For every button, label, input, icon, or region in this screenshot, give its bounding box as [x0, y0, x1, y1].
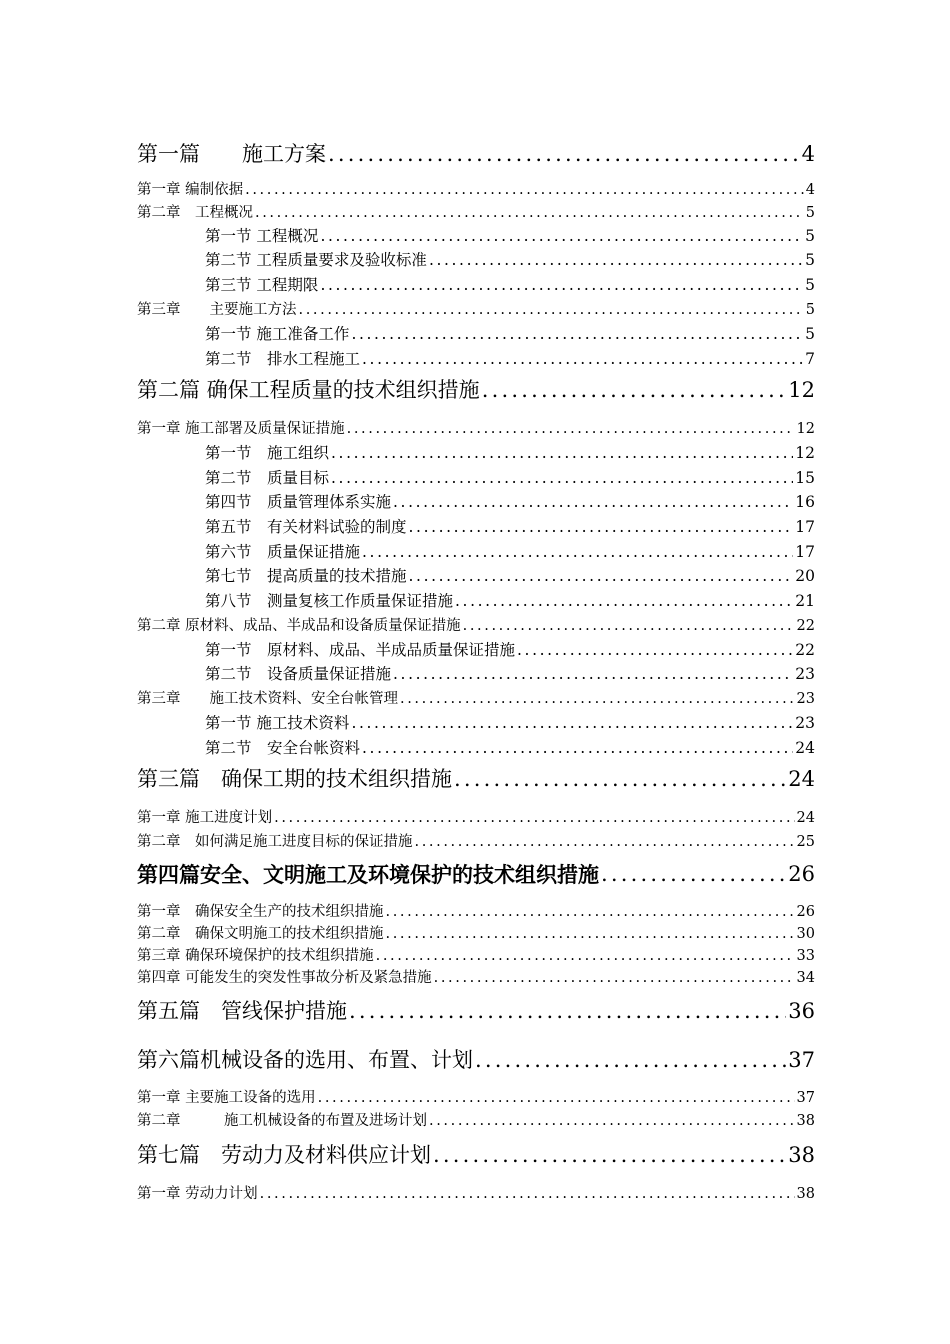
toc-page-number: 16	[795, 492, 815, 511]
toc-entry-title: 第一节 原材料、成品、半成品质量保证措施	[205, 640, 516, 659]
toc-page-number: 23	[796, 690, 815, 707]
toc-page-number: 22	[796, 617, 815, 634]
toc-entry-title: 第二章 工程概况	[137, 204, 253, 221]
toc-part-entry[interactable]	[137, 377, 815, 401]
toc-entry-title: 第二节 工程质量要求及验收标准	[205, 250, 427, 269]
dot-leader	[331, 471, 793, 487]
toc-entry-title: 第一节 施工技术资料	[205, 713, 350, 732]
toc-section-entry[interactable]	[205, 737, 815, 756]
toc-section-entry[interactable]	[205, 590, 815, 609]
toc-entry-title: 第三章 主要施工方法	[137, 301, 297, 318]
toc-page-number: 33	[796, 947, 815, 964]
dot-leader	[245, 183, 804, 198]
dot-leader	[318, 1091, 795, 1106]
toc-entry-title: 第五节 有关材料试验的制度	[205, 517, 407, 536]
toc-page-number: 5	[805, 250, 815, 269]
toc-entry-title: 第三章 施工技术资料、安全台帐管理	[137, 690, 398, 707]
toc-chapter-entry[interactable]	[137, 967, 815, 985]
toc-entry-title: 第二篇 确保工程质量的技术组织措施	[137, 378, 480, 402]
toc-entry-title: 第一节 工程概况	[205, 226, 319, 245]
toc-entry-title: 第六节 质量保证措施	[205, 542, 361, 561]
dot-leader	[328, 144, 800, 165]
toc-page-number: 22	[795, 640, 815, 659]
toc-page-number: 25	[796, 833, 815, 850]
toc-entry-title: 第八节 测量复核工作质量保证措施	[205, 591, 454, 610]
toc-entry-title: 第一章 确保安全生产的技术组织措施	[137, 903, 384, 920]
dot-leader	[475, 1050, 786, 1071]
toc-section-entry[interactable]	[205, 348, 815, 367]
toc-entry-title: 第二节 设备质量保证措施	[205, 664, 392, 683]
toc-entry-title: 第三节 工程期限	[205, 275, 319, 294]
toc-chapter-entry[interactable]	[137, 923, 815, 941]
toc-page-number: 26	[796, 903, 815, 920]
toc-chapter-entry[interactable]	[137, 615, 815, 633]
dot-leader	[386, 905, 795, 920]
toc-chapter-entry[interactable]	[137, 1087, 815, 1105]
dot-leader	[433, 1145, 786, 1166]
toc-page-number: 4	[805, 181, 815, 198]
toc-page-number: 26	[788, 862, 815, 886]
dot-leader	[601, 864, 786, 885]
toc-entry-title: 第六篇机械设备的选用、布置、计划	[137, 1048, 473, 1072]
toc-chapter-entry[interactable]	[137, 179, 815, 197]
dot-leader	[454, 769, 786, 790]
toc-page-number: 5	[805, 324, 815, 343]
toc-entry-title: 第二章 原材料、成品、半成品和设备质量保证措施	[137, 617, 461, 634]
toc-chapter-entry[interactable]	[137, 299, 815, 317]
dot-leader	[482, 380, 787, 401]
toc-chapter-entry[interactable]	[137, 1110, 815, 1128]
toc-chapter-entry[interactable]	[137, 807, 815, 825]
toc-page-number: 7	[805, 349, 815, 368]
toc-page-number: 17	[795, 517, 815, 536]
dot-leader	[386, 927, 795, 942]
toc-section-entry[interactable]	[205, 323, 815, 342]
toc-page-number: 38	[796, 1112, 815, 1129]
toc-page-number: 12	[796, 420, 815, 437]
dot-leader	[320, 229, 803, 245]
dot-leader	[463, 619, 795, 634]
toc-section-entry[interactable]	[205, 639, 815, 658]
toc-chapter-entry[interactable]	[137, 1183, 815, 1201]
toc-entry-title: 第一章 劳动力计划	[137, 1185, 258, 1202]
toc-entry-title: 第七节 提高质量的技术措施	[205, 566, 407, 585]
dot-leader	[349, 1001, 786, 1022]
dot-leader	[400, 692, 795, 707]
dot-leader	[393, 667, 793, 683]
toc-entry-title: 第一节 施工准备工作	[205, 324, 350, 343]
dot-leader	[429, 1114, 795, 1129]
toc-page-number: 5	[805, 204, 815, 221]
dot-leader	[362, 545, 793, 561]
toc-part-entry[interactable]	[137, 998, 815, 1022]
toc-page-number: 5	[805, 301, 815, 318]
dot-leader	[260, 1187, 795, 1202]
toc-page-number: 34	[796, 969, 815, 986]
toc-section-entry[interactable]	[205, 712, 815, 731]
toc-page-number: 38	[796, 1185, 815, 1202]
dot-leader	[331, 446, 793, 462]
dot-leader	[517, 643, 793, 659]
dot-leader	[376, 949, 795, 964]
toc-entry-title: 第四篇安全、文明施工及环境保护的技术组织措施	[137, 862, 599, 887]
toc-page-number: 23	[795, 713, 815, 732]
table-of-contents	[137, 0, 815, 1344]
dot-leader	[320, 278, 803, 294]
toc-section-entry[interactable]	[205, 274, 815, 293]
dot-leader	[409, 569, 794, 585]
dot-leader	[362, 352, 803, 368]
dot-leader	[255, 206, 804, 221]
toc-page-number: 24	[788, 767, 815, 791]
toc-entry-title: 第一章 施工进度计划	[137, 809, 273, 826]
dot-leader	[362, 741, 793, 757]
toc-entry-title: 第二节 排水工程施工	[205, 349, 361, 368]
toc-entry-title: 第三章 确保环境保护的技术组织措施	[137, 947, 374, 964]
toc-page-number: 24	[795, 738, 815, 757]
toc-page-number: 23	[795, 664, 815, 683]
dot-leader	[274, 811, 794, 826]
toc-section-entry[interactable]	[205, 442, 815, 461]
toc-page-number: 15	[795, 468, 815, 487]
toc-chapter-entry[interactable]	[137, 202, 815, 220]
toc-entry-title: 第二章 施工机械设备的布置及进场计划	[137, 1112, 427, 1129]
toc-section-entry[interactable]	[205, 249, 815, 268]
toc-entry-title: 第二节 质量目标	[205, 468, 330, 487]
toc-section-entry[interactable]	[205, 467, 815, 486]
toc-part-entry[interactable]	[137, 1047, 815, 1071]
toc-page-number: 36	[788, 999, 815, 1023]
toc-entry-title: 第一章 编制依据	[137, 181, 244, 198]
toc-entry-title: 第四节 质量管理体系实施	[205, 492, 392, 511]
toc-entry-title: 第二章 如何满足施工进度目标的保证措施	[137, 833, 413, 850]
toc-entry-title: 第二节 安全台帐资料	[205, 738, 361, 757]
dot-leader	[455, 594, 793, 610]
dot-leader	[351, 327, 803, 343]
toc-entry-title: 第一章 施工部署及质量保证措施	[137, 420, 345, 437]
toc-entry-title: 第三篇 确保工期的技术组织措施	[137, 767, 452, 791]
toc-page-number: 37	[796, 1089, 815, 1106]
dot-leader	[429, 253, 803, 269]
toc-page-number: 4	[801, 142, 815, 166]
toc-chapter-entry[interactable]	[137, 831, 815, 849]
toc-part-entry[interactable]	[137, 766, 815, 790]
dot-leader	[347, 422, 795, 437]
toc-page-number: 37	[788, 1048, 815, 1072]
toc-page-number: 17	[795, 542, 815, 561]
toc-page-number: 21	[795, 591, 815, 610]
toc-section-entry[interactable]	[205, 663, 815, 682]
toc-entry-title: 第五篇 管线保护措施	[137, 999, 347, 1023]
toc-entry-title: 第四章 可能发生的突发性事故分析及紧急措施	[137, 969, 432, 986]
toc-entry-title: 第一章 主要施工设备的选用	[137, 1089, 316, 1106]
dot-leader	[393, 495, 793, 511]
toc-page-number: 38	[788, 1143, 815, 1167]
toc-page-number: 20	[795, 566, 815, 585]
dot-leader	[351, 716, 793, 732]
toc-page-number: 12	[795, 443, 815, 462]
toc-page-number: 5	[805, 275, 815, 294]
toc-entry-title: 第一篇 施工方案	[137, 142, 326, 166]
toc-section-entry[interactable]	[205, 565, 815, 584]
toc-section-entry[interactable]	[205, 225, 815, 244]
toc-page-number: 30	[796, 925, 815, 942]
toc-entry-title: 第一节 施工组织	[205, 443, 330, 462]
toc-chapter-entry[interactable]	[137, 945, 815, 963]
toc-section-entry[interactable]	[205, 516, 815, 535]
toc-section-entry[interactable]	[205, 541, 815, 560]
toc-part-entry[interactable]	[137, 141, 815, 165]
toc-page-number: 12	[788, 378, 815, 402]
toc-entry-title: 第二章 确保文明施工的技术组织措施	[137, 925, 384, 942]
toc-part-entry[interactable]	[137, 1142, 815, 1166]
toc-page-number: 24	[796, 809, 815, 826]
toc-chapter-entry[interactable]	[137, 418, 815, 436]
dot-leader	[409, 520, 794, 536]
dot-leader	[415, 835, 795, 850]
toc-section-entry[interactable]	[205, 491, 815, 510]
toc-chapter-entry[interactable]	[137, 901, 815, 919]
toc-part-entry[interactable]	[137, 861, 815, 885]
toc-page-number: 5	[805, 226, 815, 245]
toc-chapter-entry[interactable]	[137, 688, 815, 706]
dot-leader	[434, 971, 795, 986]
dot-leader	[299, 303, 804, 318]
toc-entry-title: 第七篇 劳动力及材料供应计划	[137, 1143, 431, 1167]
